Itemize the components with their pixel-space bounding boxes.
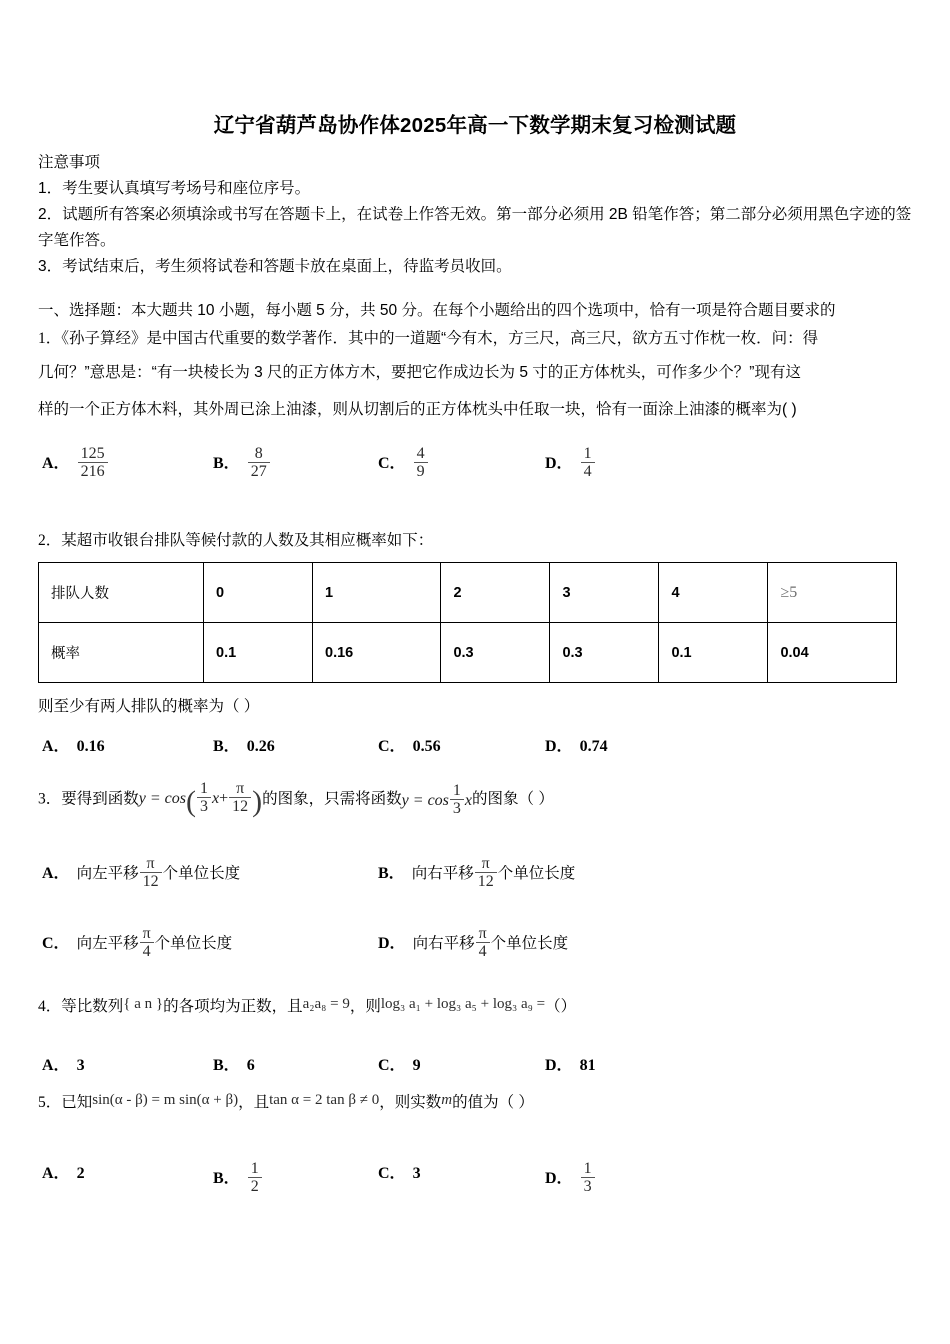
- option-3-d[interactable]: D． 向右平移 $\frac{\pi}{4}$ 个单位长度: [378, 925, 569, 961]
- fraction: $\frac{1}{4}$: [581, 445, 595, 481]
- prob-cell-1: 0.16: [313, 623, 441, 683]
- question-3: [38, 780, 928, 819]
- option-4-d[interactable]: D． 81: [545, 1057, 596, 1074]
- question-4-text-4: （）: [545, 998, 577, 1015]
- notice-block: [38, 150, 918, 280]
- question-5-variable: m: [441, 1091, 453, 1108]
- question-3-formula-1: y = cos( $\frac{1}{3}$ x+ $\frac{\pi}{12}$ ): [138, 780, 263, 819]
- question-5-formula-2: tan α = 2 tan β ≠ 0: [269, 1091, 380, 1108]
- probability-table: [38, 562, 897, 683]
- question-5-options: [0, 1160, 950, 1204]
- question-4-number: 4．: [38, 998, 62, 1015]
- option-5-a[interactable]: A． 2: [42, 1165, 85, 1182]
- fraction: $\frac{4}{9}$: [414, 445, 428, 481]
- question-2-number: 2．: [38, 532, 62, 549]
- question-4-text-1: 等比数列: [61, 998, 124, 1015]
- question-1-line-2: 几何？”意思是：“有一块棱长为 3 尺的正方体方木，要把它作成边长为 5 寸的正方体枕头，可作多少个？”现有这: [38, 364, 801, 381]
- fraction: $\frac{1}{2}$: [248, 1160, 262, 1196]
- count-cell-1: 1: [313, 563, 441, 623]
- question-4-text-2: 的各项均为正数，且: [163, 998, 303, 1015]
- option-5-d[interactable]: D． $\frac{1}{3}$: [545, 1160, 596, 1196]
- notice-heading: 注意事项: [38, 154, 101, 171]
- count-cell-0: 0: [204, 563, 313, 623]
- count-cell-2: 2: [441, 563, 550, 623]
- question-2-stem: [38, 528, 433, 550]
- prob-cell-2: 0.3: [441, 623, 550, 683]
- question-4-text-3: ，则: [349, 998, 381, 1015]
- question-1-line-3: 样的一个正方体木料，其外周已涂上油漆，则从切割后的正方体枕头中任取一块，恰有一面涂上油漆的概率为( ): [38, 401, 797, 418]
- question-3-text-after: 的图象（ ）: [472, 790, 554, 808]
- notice-item-3: 3．考试结束后，考生须将试卷和答题卡放在桌面上，待监考员收回。: [38, 258, 512, 275]
- fraction: $\frac{8}{27}$: [248, 445, 270, 481]
- question-3-formula-2: y = cos $\frac{1}{3}$ x: [401, 781, 473, 818]
- section-heading: 一、选择题：本大题共 10 小题，每小题 5 分，共 50 分。在每个小题给出的四个选项中，恰有一项是符合题目要求的: [38, 302, 836, 319]
- notice-item-2: 2．试题所有答案必须填涂或书写在答题卡上，在试卷上作答无效。第一部分必须用 2B 铅笔作答；第二部分必须用黑色字迹的签字笔作答。: [38, 206, 912, 249]
- question-5: [38, 1090, 928, 1112]
- question-3-options-row-2: [0, 925, 950, 971]
- option-3-a[interactable]: A． 向左平移 $\frac{\pi}{12}$ 个单位长度: [42, 855, 241, 891]
- question-4-options: [0, 1052, 950, 1082]
- option-3-c[interactable]: C． 向左平移 $\frac{\pi}{4}$ 个单位长度: [42, 925, 233, 961]
- count-cell-5: ≥5: [768, 563, 897, 623]
- question-3-options-row-1: [0, 855, 950, 901]
- option-1-d[interactable]: D． $\frac{1}{4}$: [545, 445, 596, 481]
- page-title: 辽宁省葫芦岛协作体2025年高一下数学期末复习检测试题: [213, 114, 737, 137]
- table-row-counts: [39, 563, 897, 623]
- question-3-text-before: 要得到函数: [61, 790, 139, 808]
- option-5-b[interactable]: B． $\frac{1}{2}$: [213, 1160, 263, 1196]
- question-3-text-middle: 的图象，只需将函数: [262, 790, 402, 808]
- question-1-options: [0, 445, 950, 489]
- row-header-count: 排队人数: [39, 563, 204, 623]
- question-5-formula-1: sin(α - β) = m sin(α + β): [92, 1091, 239, 1108]
- question-2-options: [0, 733, 950, 763]
- notice-item-1: 1．考生要认真填写考场号和座位序号。: [38, 180, 311, 197]
- table-row-probabilities: [39, 623, 897, 683]
- row-header-probability: 概率: [39, 623, 204, 683]
- option-5-c[interactable]: C． 3: [378, 1165, 421, 1182]
- option-4-c[interactable]: C． 9: [378, 1057, 421, 1074]
- right-paren: ): [252, 785, 263, 819]
- question-4-sequence: { a n }: [123, 995, 164, 1012]
- prob-cell-0: 0.1: [204, 623, 313, 683]
- count-cell-3: 3: [550, 563, 659, 623]
- question-1: [38, 324, 926, 428]
- fraction: $\frac{1}{3}$: [581, 1160, 595, 1196]
- prob-cell-5: 0.04: [768, 623, 897, 683]
- option-2-a[interactable]: A． 0.16: [42, 738, 105, 755]
- question-4: [38, 994, 928, 1016]
- option-2-c[interactable]: C． 0.56: [378, 738, 441, 755]
- option-4-a[interactable]: A． 3: [42, 1057, 85, 1074]
- option-1-a[interactable]: A． $\frac{125}{216}$: [42, 445, 109, 481]
- question-1-line-1: 《孙子算经》是中国古代重要的数学著作．其中的一道题“今有木，方三尺，高三尺，欲方五寸作枕一枚．问：得: [61, 330, 819, 347]
- question-5-number: 5．: [38, 1094, 62, 1111]
- question-2-text: 某超市收银台排队等候付款的人数及其相应概率如下：: [61, 532, 434, 549]
- question-1-number: 1．: [38, 330, 62, 347]
- question-5-text-3: ，则实数: [379, 1094, 442, 1111]
- option-2-b[interactable]: B． 0.26: [213, 738, 275, 755]
- question-5-text-2: ，且: [238, 1094, 270, 1111]
- prob-cell-4: 0.1: [659, 623, 768, 683]
- question-5-text-4: 的值为（ ）: [452, 1094, 534, 1111]
- option-4-b[interactable]: B． 6: [213, 1057, 255, 1074]
- option-1-c[interactable]: C． $\frac{4}{9}$: [378, 445, 429, 481]
- prob-cell-3: 0.3: [550, 623, 659, 683]
- question-4-expression: log₃ a₁ + log₃ a₅ + log₃ a₉ =: [380, 995, 546, 1012]
- fraction: $\frac{125}{216}$: [78, 445, 108, 481]
- question-2-followup: 则至少有两人排队的概率为（ ）: [38, 698, 260, 715]
- count-cell-4: 4: [659, 563, 768, 623]
- option-1-b[interactable]: B． $\frac{8}{27}$: [213, 445, 271, 481]
- question-5-text-1: 已知: [61, 1094, 93, 1111]
- question-4-condition: a₂a₈ = 9: [302, 995, 350, 1012]
- option-2-d[interactable]: D． 0.74: [545, 738, 608, 755]
- left-paren: (: [186, 785, 197, 819]
- question-3-number: 3．: [38, 790, 62, 808]
- option-3-b[interactable]: B． 向右平移 $\frac{\pi}{12}$ 个单位长度: [378, 855, 576, 891]
